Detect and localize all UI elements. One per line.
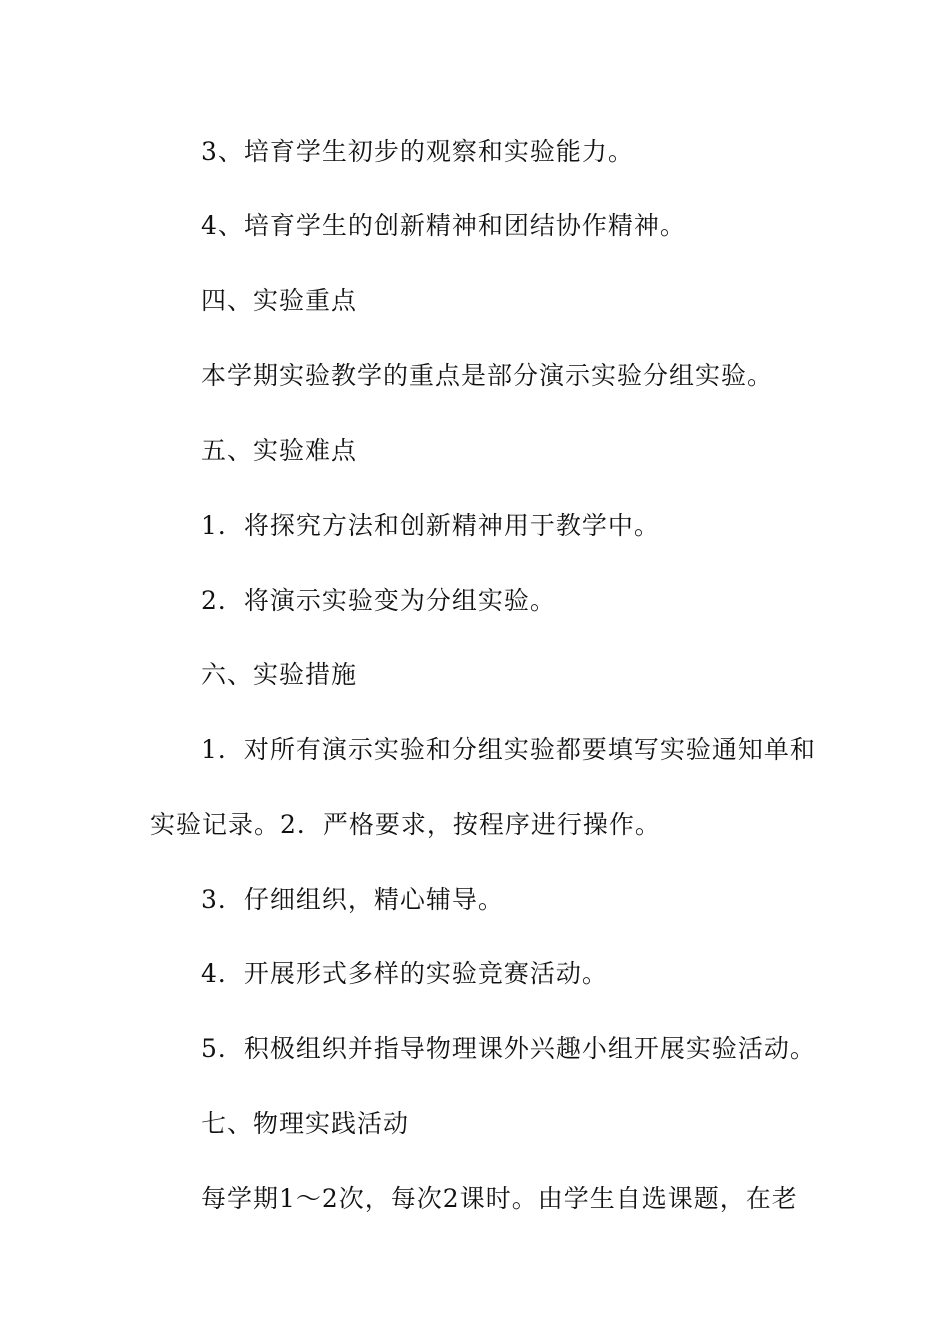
paragraph-practice: 每学期1～2次，每次2课时。由学生自选课题，在老 [201, 1184, 798, 1213]
paragraph-goal-3: 3、培育学生初步的观察和实验能力。 [201, 137, 634, 166]
paragraph-measure-1: 1．对所有演示实验和分组实验都要填写实验通知单和 [201, 735, 816, 764]
heading-experiment-focus: 四、实验重点 [201, 286, 358, 315]
paragraph-measure-1-continued: 实验记录。2．严格要求，按程序进行操作。 [150, 810, 661, 839]
paragraph-difficulty-1: 1．将探究方法和创新精神用于教学中。 [201, 511, 660, 540]
heading-practice-activities: 七、物理实践活动 [201, 1109, 410, 1138]
paragraph-measure-5: 5．积极组织并指导物理课外兴趣小组开展实验活动。 [201, 1034, 816, 1063]
heading-experiment-measures: 六、实验措施 [201, 660, 358, 689]
paragraph-focus: 本学期实验教学的重点是部分演示实验分组实验。 [201, 361, 774, 390]
heading-experiment-difficulty: 五、实验难点 [201, 436, 358, 465]
paragraph-measure-4: 4．开展形式多样的实验竞赛活动。 [201, 959, 608, 988]
paragraph-difficulty-2: 2．将演示实验变为分组实验。 [201, 586, 556, 615]
paragraph-measure-3: 3．仔细组织，精心辅导。 [201, 885, 504, 914]
paragraph-goal-4: 4、培育学生的创新精神和团结协作精神。 [201, 211, 686, 240]
